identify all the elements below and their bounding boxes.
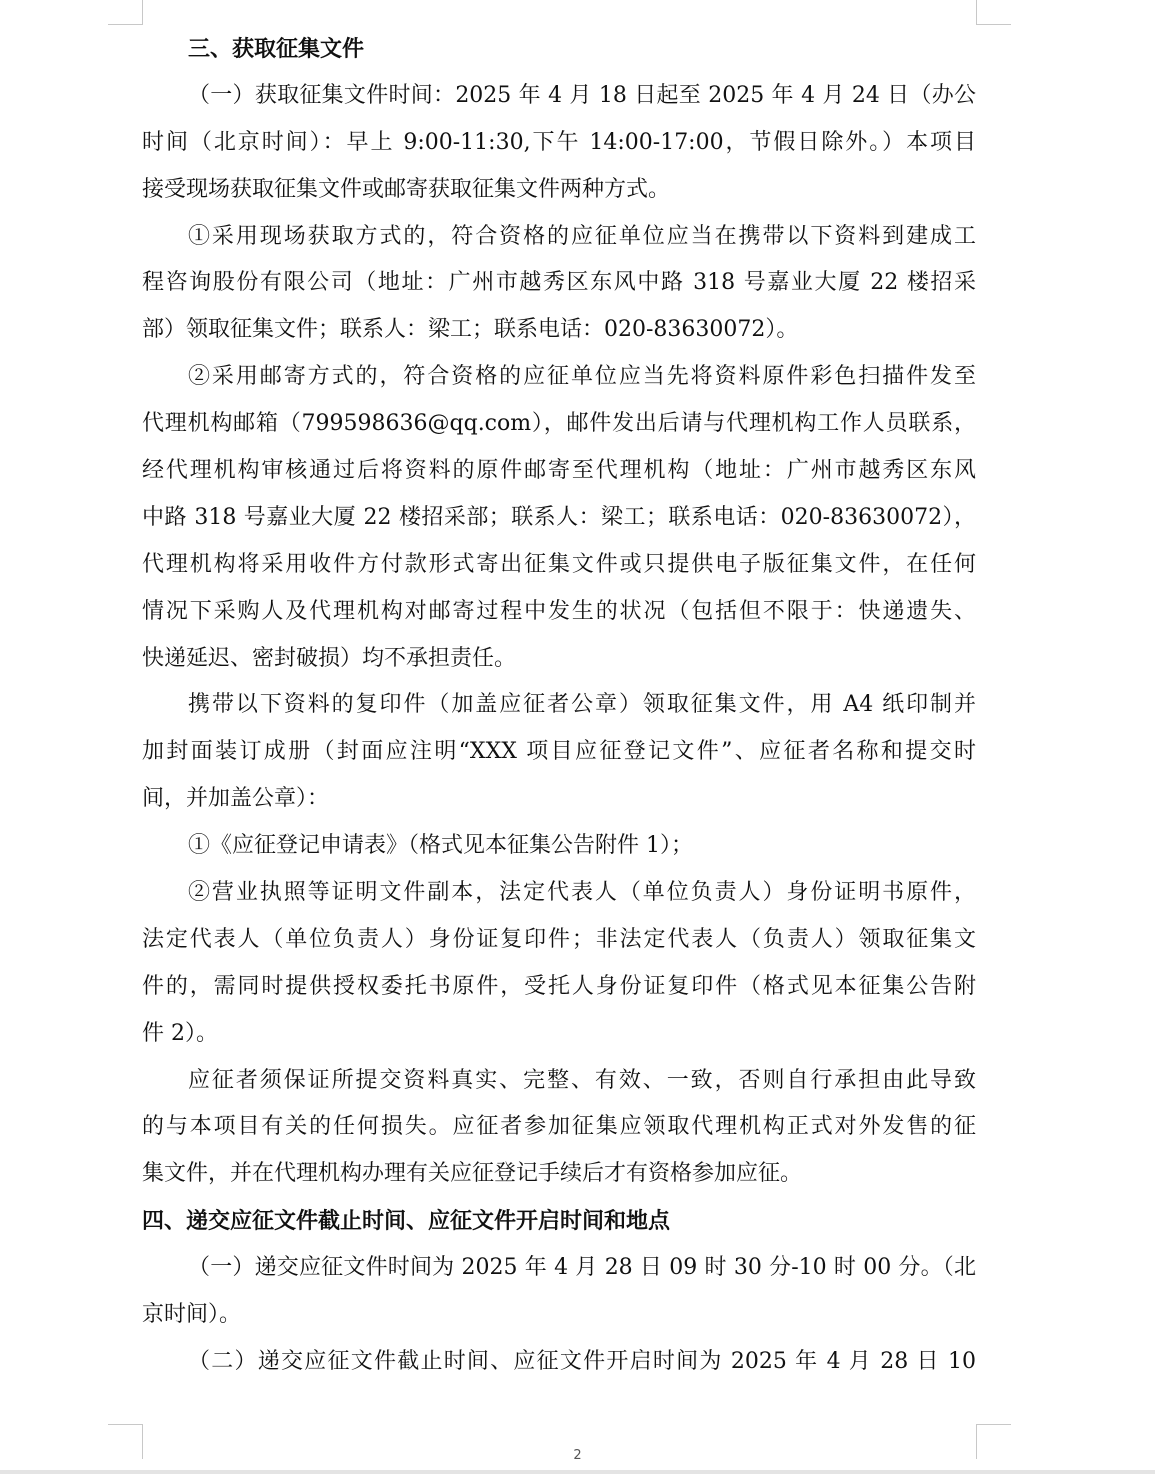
document-body <box>142 26 976 1386</box>
text-line: 经代理机构审核通过后将资料的原件邮寄至代理机构（地址：广州市越秀区东风 <box>142 458 976 484</box>
text-line: 代理机构邮箱（799598636@qq.com），邮件发出后请与代理机构工作人员联系， <box>142 411 976 437</box>
text-line: 集文件，并在代理机构办理有关应征登记手续后才有资格参加应征。 <box>142 1161 803 1187</box>
text-line: 京时间）。 <box>142 1302 242 1328</box>
text-line: 情况下采购人及代理机构对邮寄过程中发生的状况（包括但不限于：快递遗失、 <box>142 598 976 624</box>
text-line: 代理机构将采用收件方付款形式寄出征集文件或只提供电子版征集文件，在任何 <box>142 551 976 577</box>
text-line: ②营业执照等证明文件副本，法定代表人（单位负责人）身份证明书原件， <box>188 880 976 906</box>
text-line: 快递延迟、密封破损）均不承担责任。 <box>142 645 517 671</box>
text-line: （二）递交应征文件截止时间、应征文件开启时间为 2025 年 4 月 28 日 10 <box>188 1348 976 1374</box>
text-line: 部）领取征集文件；联系人：梁工；联系电话：020-83630072）。 <box>142 317 799 343</box>
text-line: ②采用邮寄方式的，符合资格的应征单位应当先将资料原件彩色扫描件发至 <box>188 364 976 390</box>
crop-mark-top-right <box>976 0 1011 25</box>
text-line: 件 2）。 <box>142 1020 218 1046</box>
crop-mark-top-left <box>108 0 143 25</box>
text-line: 间，并加盖公章）： <box>142 786 330 812</box>
text-line: 携带以下资料的复印件（加盖应征者公章）领取征集文件，用 A4 纸印制并 <box>188 692 976 718</box>
section-heading: 三、获取征集文件 <box>188 36 365 62</box>
text-line: 时间（北京时间）：早上 9:00-11:30,下午 14:00-17:00，节假日除外。）本项目 <box>142 129 976 155</box>
page-bottom-edge <box>0 1470 1155 1474</box>
text-line: 中路 318 号嘉业大厦 22 楼招采部；联系人：梁工；联系电话：020-83630072）， <box>142 504 976 530</box>
text-line: ①《应征登记申请表》（格式见本征集公告附件 1）； <box>188 833 693 859</box>
text-line: 应征者须保证所提交资料真实、完整、有效、一致，否则自行承担由此导致 <box>188 1067 976 1093</box>
text-line: （一）获取征集文件时间：2025 年 4 月 18 日起至 2025 年 4 月 24 日（办公 <box>188 82 976 108</box>
text-line: 接受现场获取征集文件或邮寄获取征集文件两种方式。 <box>142 176 671 202</box>
page-number: 2 <box>573 1448 582 1463</box>
section-heading: 四、递交应征文件截止时间、应征文件开启时间和地点 <box>142 1208 671 1235</box>
text-line: 法定代表人（单位负责人）身份证复印件；非法定代表人（负责人）领取征集文 <box>142 926 976 952</box>
text-line: 的与本项目有关的任何损失。应征者参加征集应领取代理机构正式对外发售的征 <box>142 1114 976 1140</box>
text-line: 加封面装订成册（封面应注明“XXX 项目应征登记文件”、应征者名称和提交时 <box>142 739 976 765</box>
text-line: 件的，需同时提供授权委托书原件，受托人身份证复印件（格式见本征集公告附 <box>142 973 976 999</box>
text-line: 程咨询股份有限公司（地址：广州市越秀区东风中路 318 号嘉业大厦 22 楼招采 <box>142 270 976 296</box>
text-line: （一）递交应征文件时间为 2025 年 4 月 28 日 09 时 30 分-10 时 00 分。（北 <box>188 1255 976 1281</box>
text-line: ①采用现场获取方式的，符合资格的应征单位应当在携带以下资料到建成工 <box>188 223 976 249</box>
